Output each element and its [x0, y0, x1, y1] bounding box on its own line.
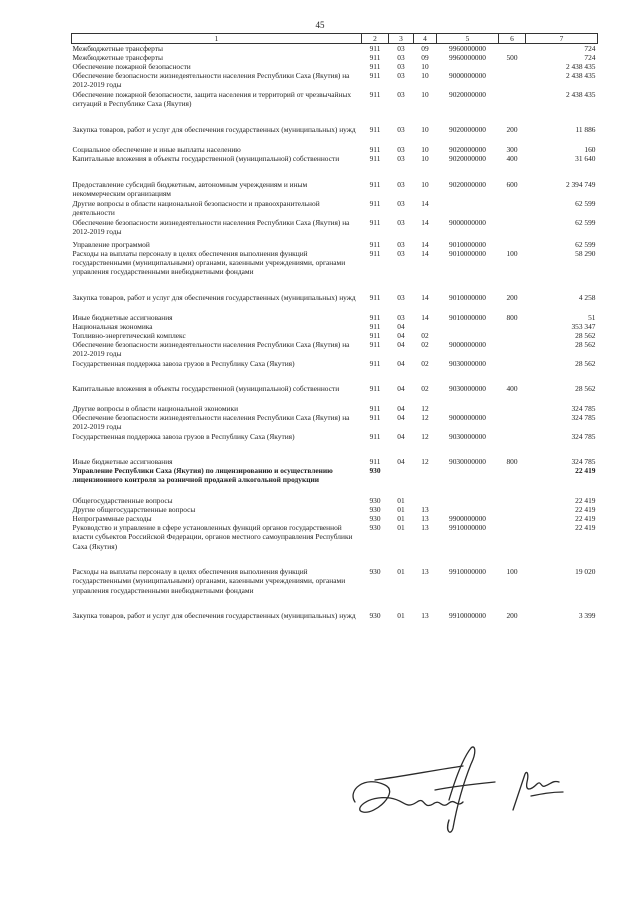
row-amount: 2 438 435 [565, 71, 596, 81]
row-name: Управление Республики Саха (Якутия) по лицензированию и осуществлению лицензионного контроля за розничной продажей алкогольной продукции [72, 466, 333, 485]
row-code-4: 13 [421, 567, 429, 577]
page-number: 45 [315, 20, 325, 30]
row-code-4: 10 [421, 180, 429, 190]
column-header-5: 5 [437, 34, 499, 44]
table-row [72, 466, 598, 496]
signature-image [345, 740, 595, 840]
row-code-4: 02 [421, 331, 429, 341]
row-code-2: 930 [369, 523, 381, 533]
table-row [72, 384, 598, 404]
row-code-3: 03 [397, 62, 405, 72]
row-code-3: 04 [397, 413, 405, 423]
row-code-3: 04 [397, 359, 405, 369]
table-row [72, 322, 598, 331]
row-code-5: 9000000000 [449, 71, 486, 81]
row-code-5: 9030000000 [449, 457, 486, 467]
table-row [72, 62, 598, 71]
row-code-2: 911 [369, 71, 381, 81]
row-name: Межбюджетные трансферты [72, 44, 163, 54]
row-name: Межбюджетные трансферты [72, 53, 163, 63]
row-code-5 [437, 62, 499, 71]
row-code-5: 9020000000 [449, 125, 486, 135]
row-code-5: 9030000000 [449, 359, 486, 369]
row-code-3: 04 [397, 384, 405, 394]
row-amount: 31 640 [575, 154, 596, 164]
row-code-3: 01 [397, 567, 405, 577]
row-code-2: 911 [369, 199, 381, 209]
row-code-6 [499, 240, 526, 249]
row-code-4: 14 [421, 313, 429, 323]
row-name: Другие общегосударственные вопросы [72, 505, 196, 515]
row-name: Государственная поддержка завоза грузов в Республику Саха (Якутия) [72, 359, 295, 369]
row-code-2: 930 [369, 611, 381, 621]
row-code-6 [499, 413, 526, 432]
row-code-3: 03 [397, 145, 405, 155]
row-amount: 22 419 [575, 496, 596, 506]
row-code-5 [437, 404, 499, 413]
row-code-3: 03 [397, 218, 405, 228]
row-amount: 28 562 [575, 331, 596, 341]
row-code-2: 911 [369, 432, 381, 442]
table-row [72, 218, 598, 240]
row-name: Предоставление субсидий бюджетным, автономным учреждениям и иным некоммерческим организациям [72, 180, 308, 199]
table-row [72, 249, 598, 293]
row-code-3: 01 [397, 505, 405, 515]
row-code-4: 13 [421, 514, 429, 524]
table-row [72, 432, 598, 457]
row-code-5 [437, 505, 499, 514]
row-name: Иные бюджетные ассигнования [72, 313, 173, 323]
row-name: Управление программой [72, 240, 150, 250]
row-code-2: 911 [369, 240, 381, 250]
row-code-4: 10 [421, 154, 429, 164]
row-code-4 [414, 466, 437, 496]
row-code-4: 09 [421, 44, 429, 54]
column-header-2: 2 [362, 34, 389, 44]
row-code-5: 9020000000 [449, 154, 486, 164]
row-code-6 [499, 432, 526, 457]
row-amount: 28 562 [575, 340, 596, 350]
row-code-6: 800 [506, 313, 518, 323]
row-code-5: 9010000000 [449, 293, 486, 303]
column-header-3: 3 [389, 34, 414, 44]
row-code-4: 14 [421, 249, 429, 259]
table-body [72, 44, 598, 632]
row-code-6: 600 [506, 180, 518, 190]
row-amount: 2 438 435 [565, 62, 596, 72]
row-code-6: 400 [506, 154, 518, 164]
row-code-3: 04 [397, 432, 405, 442]
row-code-3: 03 [397, 53, 405, 63]
row-code-5: 9000000000 [449, 218, 486, 228]
row-code-4: 12 [421, 404, 429, 414]
row-amount: 2 394 749 [565, 180, 596, 190]
row-name: Другие вопросы в области национальной безопасности и правоохранительной деятельности [72, 199, 320, 218]
row-code-6 [499, 331, 526, 340]
row-code-3: 03 [397, 180, 405, 190]
row-code-4: 02 [421, 359, 429, 369]
row-code-6 [499, 218, 526, 240]
row-name: Обеспечение безопасности жизнедеятельности населения Республики Саха (Якутия) на 2012-2019 годы [72, 71, 350, 90]
table-row [72, 90, 598, 125]
row-code-4: 13 [421, 523, 429, 533]
row-name: Обеспечение безопасности жизнедеятельности населения Республики Саха (Якутия) на 2012-2019 годы [72, 340, 350, 359]
row-code-3: 04 [397, 322, 405, 332]
row-amount: 62 599 [575, 240, 596, 250]
row-code-4: 14 [421, 240, 429, 250]
row-code-6 [499, 359, 526, 384]
row-name: Капитальные вложения в объекты государственной (муниципальной) собственности [72, 384, 340, 394]
row-amount: 4 258 [578, 293, 596, 303]
row-code-4: 12 [421, 432, 429, 442]
row-code-3: 01 [397, 514, 405, 524]
row-code-2: 930 [369, 505, 381, 515]
row-code-4: 14 [421, 293, 429, 303]
row-name: Расходы на выплаты персоналу в целях обеспечения выполнения функций государственными (муниципальными) органами, казенными учреждениями, органами управления государственными внебюджетными фондами [72, 249, 346, 277]
row-code-2: 930 [369, 567, 381, 577]
row-code-3: 03 [397, 313, 405, 323]
row-code-5 [437, 322, 499, 331]
row-amount: 22 419 [575, 466, 596, 476]
row-amount: 22 419 [575, 523, 596, 533]
row-amount: 58 290 [575, 249, 596, 259]
row-code-4: 02 [421, 340, 429, 350]
row-name: Обеспечение безопасности жизнедеятельности населения Республики Саха (Якутия) на 2012-2019 годы [72, 413, 350, 432]
row-code-3: 03 [397, 199, 405, 209]
row-code-5: 9960000000 [449, 53, 486, 63]
table-row [72, 293, 598, 313]
row-code-6 [499, 199, 526, 218]
table-row [72, 240, 598, 249]
row-name: Закупка товаров, работ и услуг для обеспечения государственных (муниципальных) нужд [72, 293, 356, 303]
row-name: Иные бюджетные ассигнования [72, 457, 173, 467]
row-code-4: 10 [421, 90, 429, 100]
row-amount: 160 [584, 145, 596, 155]
row-amount: 28 562 [575, 359, 596, 369]
row-amount: 28 562 [575, 384, 596, 394]
row-name: Социальное обеспечение и иные выплаты населению [72, 145, 241, 155]
row-code-2: 911 [369, 359, 381, 369]
row-code-6 [499, 466, 526, 496]
row-name: Национальная экономика [72, 322, 153, 332]
row-code-6 [499, 71, 526, 90]
row-code-4: 10 [421, 62, 429, 72]
table-row [72, 404, 598, 413]
row-amount: 724 [584, 53, 596, 63]
table-row [72, 331, 598, 340]
row-code-3: 03 [397, 71, 405, 81]
row-code-3: 03 [397, 249, 405, 259]
row-code-4: 02 [421, 384, 429, 394]
row-code-6 [499, 514, 526, 523]
row-code-3: 03 [397, 90, 405, 100]
column-header-4: 4 [414, 34, 437, 44]
row-code-2: 911 [369, 44, 381, 54]
row-code-3: 04 [397, 331, 405, 341]
row-code-5: 9960000000 [449, 44, 486, 54]
table-row [72, 44, 598, 54]
row-name: Обеспечение безопасности жизнедеятельности населения Республики Саха (Якутия) на 2012-2019 годы [72, 218, 350, 237]
row-name: Капитальные вложения в объекты государственной (муниципальной) собственности [72, 154, 340, 164]
table-row [72, 413, 598, 432]
row-code-4: 12 [421, 413, 429, 423]
row-name: Руководство и управление в сфере установленных функций органов государственной власти субъектов Российской Федерации, органов местного самоуправления Республики Саха (Якутия) [72, 523, 353, 551]
row-code-5: 9000000000 [449, 413, 486, 423]
row-code-2: 911 [369, 154, 381, 164]
row-code-3 [389, 466, 414, 496]
table-row [72, 180, 598, 199]
row-code-2: 911 [369, 322, 381, 332]
row-code-6 [499, 523, 526, 567]
column-header-1: 1 [72, 34, 362, 44]
row-code-4: 12 [421, 457, 429, 467]
table-row [72, 611, 598, 631]
row-code-5 [437, 199, 499, 218]
row-amount: 22 419 [575, 514, 596, 524]
row-code-6: 200 [506, 611, 518, 621]
table-row [72, 457, 598, 466]
row-code-5: 9010000000 [449, 313, 486, 323]
row-code-2: 911 [369, 53, 381, 63]
row-code-2: 911 [369, 218, 381, 228]
row-code-5: 9030000000 [449, 384, 486, 394]
row-code-3: 03 [397, 240, 405, 250]
table-row [72, 71, 598, 90]
row-code-6 [499, 404, 526, 413]
row-amount: 19 020 [575, 567, 596, 577]
row-code-6 [499, 496, 526, 505]
table-row [72, 340, 598, 359]
row-name: Закупка товаров, работ и услуг для обеспечения государственных (муниципальных) нужд [72, 611, 356, 621]
row-amount: 51 [588, 313, 596, 323]
row-code-6 [499, 505, 526, 514]
row-code-3: 03 [397, 154, 405, 164]
row-code-6: 800 [506, 457, 518, 467]
row-code-4: 10 [421, 125, 429, 135]
row-amount: 2 438 435 [565, 90, 596, 100]
row-amount: 62 599 [575, 199, 596, 209]
row-code-4 [414, 322, 437, 331]
row-code-2: 930 [369, 496, 381, 506]
row-code-4: 10 [421, 71, 429, 81]
budget-table [71, 33, 598, 631]
row-code-5: 9900000000 [449, 514, 486, 524]
row-name: Общегосударственные вопросы [72, 496, 173, 506]
row-code-4: 14 [421, 199, 429, 209]
row-code-5 [437, 331, 499, 340]
column-header-6: 6 [499, 34, 526, 44]
row-amount: 22 419 [575, 505, 596, 515]
row-amount: 324 785 [571, 404, 596, 414]
row-code-5 [437, 496, 499, 505]
row-code-5 [437, 466, 499, 496]
row-code-3: 03 [397, 125, 405, 135]
row-code-6 [499, 322, 526, 331]
row-code-6 [499, 44, 526, 54]
table-row [72, 145, 598, 154]
row-code-2: 911 [369, 340, 381, 350]
row-code-2: 911 [369, 90, 381, 100]
table-row [72, 313, 598, 322]
row-name: Обеспечение пожарной безопасности [72, 62, 191, 72]
row-code-5: 9910000000 [449, 523, 486, 533]
row-code-5: 9010000000 [449, 240, 486, 250]
row-code-6 [499, 62, 526, 71]
row-name: Государственная поддержка завоза грузов в Республику Саха (Якутия) [72, 432, 295, 442]
table-row [72, 359, 598, 384]
row-code-5: 9030000000 [449, 432, 486, 442]
row-code-2: 911 [369, 293, 381, 303]
table-row [72, 523, 598, 567]
row-code-4: 13 [421, 611, 429, 621]
row-code-4: 14 [421, 218, 429, 228]
row-code-5: 9910000000 [449, 611, 486, 621]
row-code-3: 01 [397, 523, 405, 533]
row-name: Обеспечение пожарной безопасности, защита населения и территорий от чрезвычайных ситуаций в Республике Саха (Якутия) [72, 90, 352, 109]
row-code-2: 911 [369, 413, 381, 423]
table-row [72, 125, 598, 145]
row-code-2: 911 [369, 180, 381, 190]
row-code-3: 04 [397, 340, 405, 350]
row-amount: 62 599 [575, 218, 596, 228]
row-code-5: 9020000000 [449, 180, 486, 190]
row-code-2: 911 [369, 62, 381, 72]
row-name: Закупка товаров, работ и услуг для обеспечения государственных (муниципальных) нужд [72, 125, 356, 135]
row-code-2: 911 [369, 125, 381, 135]
row-code-6: 400 [506, 384, 518, 394]
row-code-2: 911 [369, 313, 381, 323]
row-amount: 324 785 [571, 457, 596, 467]
row-code-2: 930 [369, 466, 381, 476]
row-code-3: 01 [397, 496, 405, 506]
row-code-4: 09 [421, 53, 429, 63]
row-amount: 353 347 [571, 322, 596, 332]
row-code-5: 9910000000 [449, 567, 486, 577]
row-code-3: 01 [397, 611, 405, 621]
row-code-2: 911 [369, 145, 381, 155]
table-header [72, 34, 598, 44]
row-amount: 724 [584, 44, 596, 54]
row-name: Другие вопросы в области национальной экономики [72, 404, 239, 414]
table-row [72, 53, 598, 62]
row-code-2: 911 [369, 384, 381, 394]
row-code-4 [414, 496, 437, 505]
table-row [72, 514, 598, 523]
table-row [72, 154, 598, 180]
row-code-5: 9020000000 [449, 90, 486, 100]
row-code-4: 13 [421, 505, 429, 515]
row-code-2: 930 [369, 514, 381, 524]
row-code-6: 100 [506, 249, 518, 259]
row-code-3: 04 [397, 457, 405, 467]
row-amount: 324 785 [571, 413, 596, 423]
row-code-6: 100 [506, 567, 518, 577]
row-code-6 [499, 340, 526, 359]
row-code-6 [499, 90, 526, 125]
row-code-3: 04 [397, 404, 405, 414]
row-code-2: 911 [369, 457, 381, 467]
row-code-4: 10 [421, 145, 429, 155]
row-code-2: 911 [369, 331, 381, 341]
row-code-6: 500 [506, 53, 518, 63]
table-row [72, 496, 598, 505]
row-code-3: 03 [397, 293, 405, 303]
row-code-3: 03 [397, 44, 405, 54]
row-code-6: 300 [506, 145, 518, 155]
column-header-7: 7 [526, 34, 598, 44]
row-amount: 3 399 [578, 611, 596, 621]
row-code-2: 911 [369, 249, 381, 259]
row-name: Расходы на выплаты персоналу в целях обеспечения выполнения функций государственными (муниципальными) органами, казенными учреждениями, органами управления государственными внебюджетными фондами [72, 567, 346, 595]
row-code-6: 200 [506, 293, 518, 303]
row-code-5: 9000000000 [449, 340, 486, 350]
row-code-5: 9010000000 [449, 249, 486, 259]
row-name: Непрограммные расходы [72, 514, 152, 524]
row-amount: 324 785 [571, 432, 596, 442]
row-code-5: 9020000000 [449, 145, 486, 155]
table-row [72, 199, 598, 218]
row-code-6: 200 [506, 125, 518, 135]
table-row [72, 505, 598, 514]
row-code-2: 911 [369, 404, 381, 414]
row-name: Топливно-энергетический комплекс [72, 331, 186, 341]
table-row [72, 567, 598, 611]
row-amount: 11 886 [575, 125, 596, 135]
